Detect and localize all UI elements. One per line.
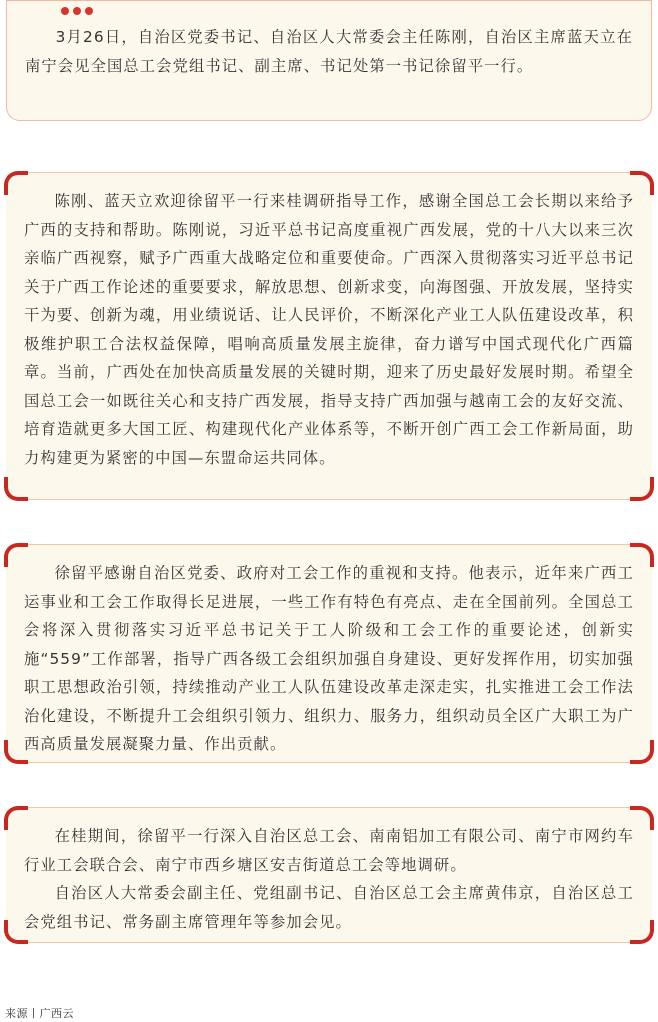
content-card-3 bbox=[6, 808, 652, 942]
paragraph-4a: 在桂期间，徐留平一行深入自治区总工会、南南铝加工有限公司、南宁市网约车行业工会联合会、南宁市西乡塘区安吉街道总工会等地调研。 bbox=[24, 827, 634, 874]
content-card-2 bbox=[6, 545, 652, 762]
corner-decor bbox=[4, 171, 28, 195]
decor-dots bbox=[61, 7, 93, 15]
corner-decor bbox=[630, 477, 654, 501]
card-border-bottom bbox=[24, 762, 634, 763]
dot-icon bbox=[85, 7, 93, 15]
corner-decor bbox=[4, 477, 28, 501]
card-border-bottom bbox=[24, 942, 634, 943]
paragraph-4b: 自治区人大常委会副主任、党组副书记、自治区总工会主席黄伟京，自治区总工会党组书记、常务副主席管理年等参加会见。 bbox=[24, 884, 634, 931]
corner-decor bbox=[630, 171, 654, 195]
corner-decor bbox=[630, 740, 654, 764]
corner-decor bbox=[4, 920, 28, 944]
card-border-top bbox=[24, 544, 634, 545]
corner-decor bbox=[630, 806, 654, 830]
corner-decor bbox=[4, 740, 28, 764]
source-credit: 来源丨广西云 bbox=[5, 1007, 74, 1020]
paragraph-1: 3月26日，自治区党委书记、自治区人大常委会主任陈刚，自治区主席蓝天立在南宁会见全国总工会党组书记、副主席、书记处第一书记徐留平一行。 bbox=[25, 28, 633, 75]
corner-decor bbox=[630, 543, 654, 567]
card-border-top bbox=[24, 172, 634, 173]
content-card-1 bbox=[6, 173, 652, 499]
intro-card bbox=[6, 0, 652, 121]
card-border-top bbox=[24, 807, 634, 808]
dot-icon bbox=[73, 7, 81, 15]
dot-icon bbox=[61, 7, 69, 15]
corner-decor bbox=[630, 920, 654, 944]
paragraph-2: 陈刚、蓝天立欢迎徐留平一行来桂调研指导工作，感谢全国总工会长期以来给予广西的支持和帮助。陈刚说，习近平总书记高度重视广西发展，党的十八大以来三次亲临广西视察，赋予广西重大战略定位和重要使命。广西深入贯彻落实习近平总书记关于广西工作论述的重要要求，解放思想、创新求变，向海图强、开放发展，坚持实干为要、创新为魂，用业绩说话、让人民评价，不断深化产业工人队伍建设改革，积极维护职工合法权益保障，唱响高质量发展主旋律，奋力谱写中国式现代化广西篇章。当前，广西处在加快高质量发展的关键时期，迎来了历史最好发展时期。希望全国总工会一如既往关心和支持广西发展，指导支持广西加强与越南工会的友好交流、培育造就更多大国工匠、构建现代化产业体系等，不断开创广西工会工作新局面，助力构建更为紧密的中国—东盟命运共同体。 bbox=[24, 192, 634, 467]
card-border-bottom bbox=[24, 499, 634, 500]
paragraph-3: 徐留平感谢自治区党委、政府对工会工作的重视和支持。他表示，近年来广西工运事业和工会工作取得长足进展，一些工作有特色有亮点、走在全国前列。全国总工会将深入贯彻落实习近平总书记关于工人阶级和工会工作的重要论述，创新实施“559”工作部署，指导广西各级工会组织加强自身建设、更好发挥作用，切实加强职工思想政治引领，持续推动产业工人队伍建设改革走深走实，扎实推进工会工作法治化建设，不断提升工会组织引领力、组织力、服务力，组织动员全区广大职工为广西高质量发展凝聚力量、作出贡献。 bbox=[24, 564, 634, 753]
corner-decor bbox=[4, 806, 28, 830]
corner-decor bbox=[4, 543, 28, 567]
